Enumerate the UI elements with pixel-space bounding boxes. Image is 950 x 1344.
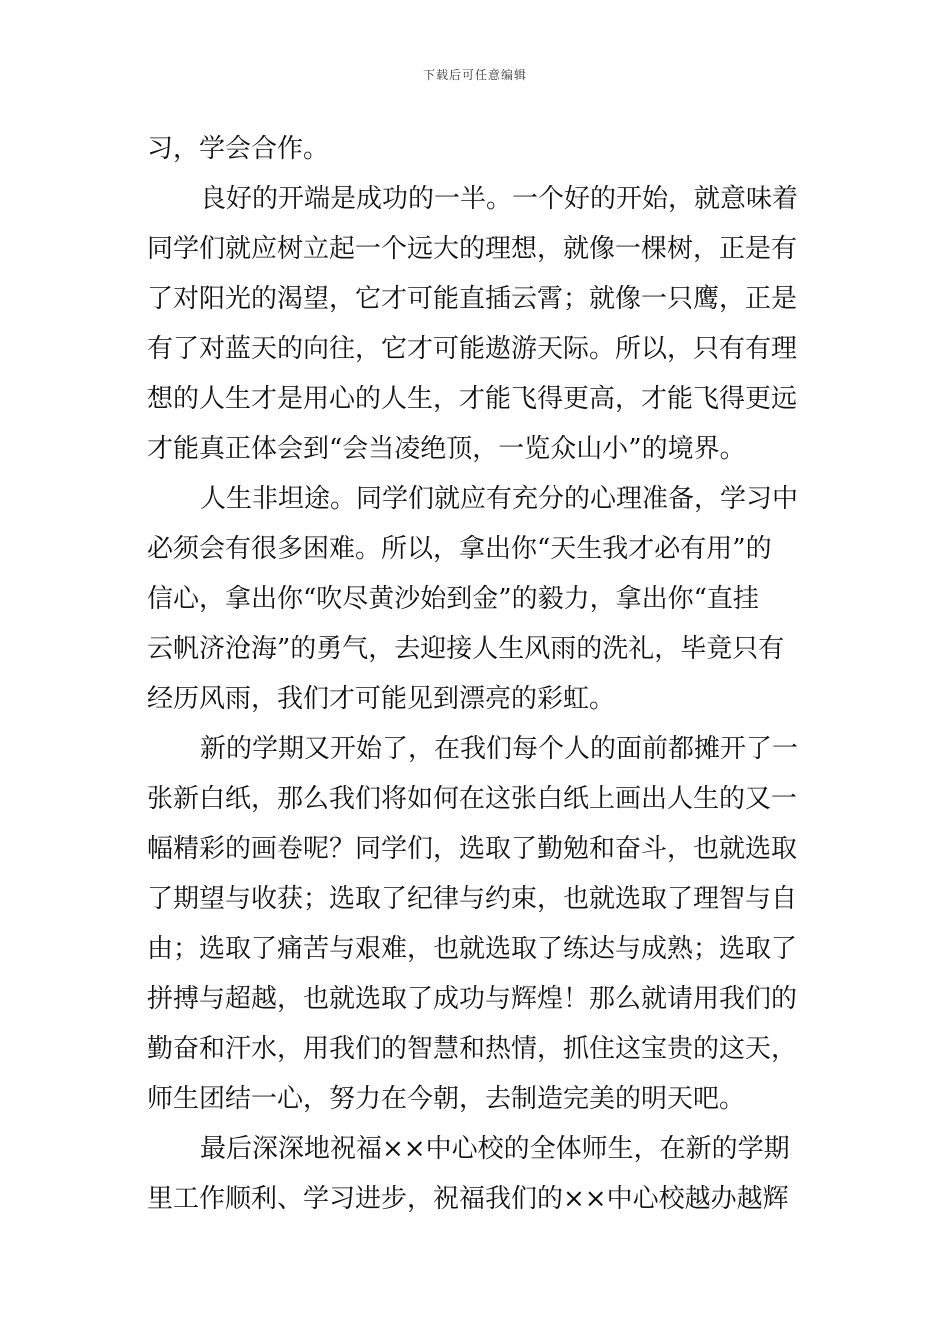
- text-line: 经历风雨，我们才可能见到漂亮的彩虹。: [147, 684, 616, 714]
- text-line: 拼搏与超越，也就选取了成功与辉煌！那么就请用我们的: [147, 984, 798, 1014]
- paragraph-start-line: 新的学期又开始了，在我们每个人的面前都摊开了一: [200, 734, 799, 764]
- text-line: 必须会有很多困难。所以，拿出你“天生我才必有用”的: [147, 534, 772, 564]
- text-line: 勤奋和汗水，用我们的智慧和热情，抓住这宝贵的这天，: [147, 1034, 798, 1064]
- page-header: 下载后可任意编辑: [422, 68, 527, 82]
- text-line: 张新白纸，那么我们将如何在这张白纸上画出人生的又一: [147, 784, 798, 814]
- text-line: 同学们就应树立起一个远大的理想，就像一棵树，正是有: [147, 234, 798, 264]
- text-line: 云帆济沧海”的勇气，去迎接人生风雨的洗礼，毕竟只有: [147, 634, 785, 664]
- text-line: 信心，拿出你“吹尽黄沙始到金”的毅力，拿出你“直挂: [147, 584, 759, 614]
- text-line: 想的人生才是用心的人生，才能飞得更高，才能飞得更远: [147, 384, 798, 414]
- paragraph-start-line: 良好的开端是成功的一半。一个好的开始，就意味着: [200, 184, 799, 214]
- text-line: 才能真正体会到“会当凌绝顶，一览众山小”的境界。: [147, 434, 746, 464]
- text-line: 里工作顺利、学习进步，祝福我们的××中心校越办越辉: [147, 1184, 789, 1214]
- text-line: 了期望与收获；选取了纪律与约束，也就选取了理智与自: [147, 884, 798, 914]
- text-line: 师生团结一心，努力在今朝，去制造完美的明天吧。: [147, 1084, 746, 1114]
- paragraph-start-line: 最后深深地祝福××中心校的全体师生，在新的学期: [200, 1134, 790, 1164]
- text-line: 了对阳光的渴望，它才可能直插云霄；就像一只鹰，正是: [147, 284, 798, 314]
- text-line: 习，学会合作。: [147, 134, 330, 164]
- text-line: 幅精彩的画卷呢？同学们，选取了勤勉和奋斗，也就选取: [147, 834, 798, 864]
- paragraph-start-line: 人生非坦途。同学们就应有充分的心理准备，学习中: [200, 484, 799, 514]
- text-line: 有了对蓝天的向往，它才可能遨游天际。所以，只有有理: [147, 334, 798, 364]
- text-line: 由；选取了痛苦与艰难，也就选取了练达与成熟；选取了: [147, 934, 798, 964]
